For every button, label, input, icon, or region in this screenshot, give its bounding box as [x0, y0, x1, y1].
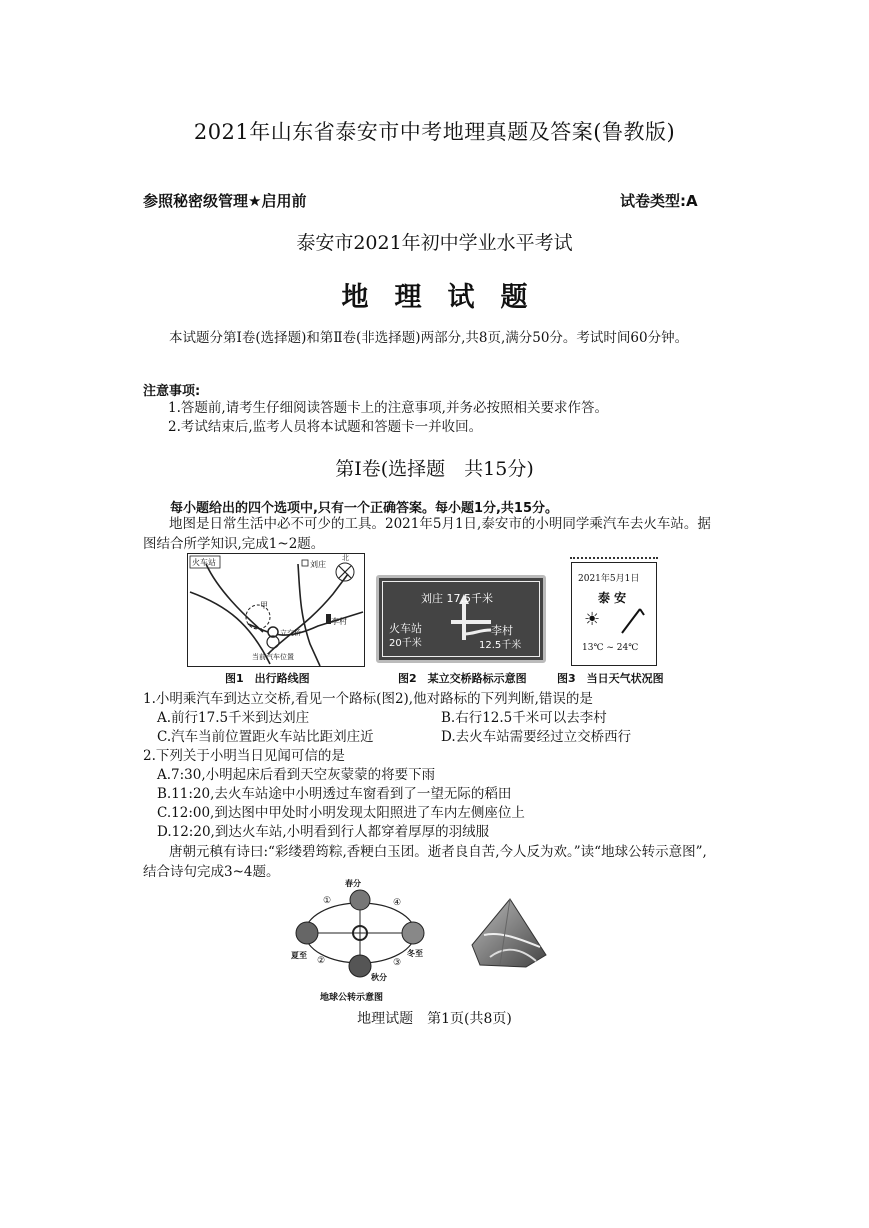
calendar-binding: [570, 557, 658, 563]
question-2-stem: 2.下列关于小明当日见闻可信的是: [143, 748, 345, 764]
secret-level-label: 参照秘密级管理★启用前: [143, 192, 307, 210]
earth-orbit-graphic: [285, 878, 435, 988]
intro-paragraph: 本试题分第Ⅰ卷(选择题)和第Ⅱ卷(非选择题)两部分,共8页,满分50分。考试时间60分钟。: [169, 330, 689, 346]
map-label-position: 当前汽车位置: [252, 653, 294, 661]
road-sign-figure: [376, 575, 546, 663]
figure-1-caption: 图1 出行路线图: [225, 672, 310, 685]
page-footer: 地理试题 第1页(共8页): [357, 1011, 512, 1027]
earth-revolution-figure: [285, 878, 435, 988]
question-1-stem: 1.小明乘汽车到达立交桥,看见一个路标(图2),他对路标的下列判断,错误的是: [143, 691, 593, 707]
subject-title: 地理试题: [341, 282, 554, 313]
question-2-option-a: A.7:30,小明起床后看到天空灰蒙蒙的将要下雨: [157, 767, 436, 783]
zongzi-photo: [470, 895, 550, 970]
map-label-north: 北: [342, 554, 349, 562]
question-1-option-d: D.去火车站需要经过立交桥西行: [441, 729, 632, 745]
sign-left-distance: 20千米: [389, 638, 422, 649]
sign-top-text: 刘庄 17.5千米: [421, 592, 493, 605]
orbit-number-2: ②: [317, 956, 326, 966]
weather-city: 泰 安: [598, 591, 627, 605]
question-1-option-c: C.汽车当前位置距火车站比距刘庄近: [157, 729, 374, 745]
part-title: 第Ⅰ卷(选择题 共15分): [335, 458, 534, 480]
question-1-option-b: B.右行12.5千米可以去李村: [441, 710, 607, 726]
orbit-number-1: ①: [323, 896, 332, 906]
wind-icon: [616, 605, 646, 635]
orbit-number-4: ④: [393, 898, 402, 908]
scoring-rule: 每小题给出的四个选项中,只有一个正确答案。每小题1分,共15分。: [170, 501, 559, 516]
orbit-label-autumn: 秋分: [371, 972, 387, 982]
weather-figure: [571, 562, 657, 666]
sign-right-name: 李村: [491, 624, 513, 637]
figure-3-caption: 图3 当日天气状况图: [557, 672, 664, 685]
paper-type-label: 试卷类型:A: [620, 192, 698, 210]
map-label-jia: 甲: [260, 601, 268, 610]
figure-4-caption: 地球公转示意图: [320, 993, 384, 1003]
sun-icon: ☀: [584, 609, 601, 630]
orbit-number-3: ③: [393, 958, 402, 968]
map-label-licun: 李村: [331, 617, 347, 626]
weather-date: 2021年5月1日: [578, 574, 640, 584]
sign-left-name: 火车站: [389, 622, 422, 635]
notice-item: 1.答题前,请考生仔细阅读答题卡上的注意事项,并务必按照相关要求作答。: [168, 400, 608, 416]
map-label-bridge: 立交桥: [280, 629, 301, 637]
notice-heading: 注意事项:: [143, 384, 201, 399]
notice-item: 2.考试结束后,监考人员将本试题和答题卡一并收回。: [168, 419, 483, 435]
zongzi-image: [470, 895, 550, 970]
route-map-graphic: [188, 554, 364, 666]
route-map-figure: [187, 553, 365, 667]
map-label-liuzhuang: 刘庄: [310, 560, 326, 569]
orbit-label-spring: 春分: [345, 878, 361, 888]
exam-name: 泰安市2021年初中学业水平考试: [296, 232, 573, 254]
question-2-option-d: D.12:20,到达火车站,小明看到行人都穿着厚厚的羽绒服: [157, 824, 490, 840]
map-label-station: 火车站: [192, 558, 216, 567]
context-paragraph-1: 地图是日常生活中必不可少的工具。2021年5月1日,泰安市的小明同学乘汽车去火车站。据图结合所学知识,完成1~2题。: [143, 516, 711, 552]
question-1-option-a: A.前行17.5千米到达刘庄: [157, 710, 310, 726]
sign-right-distance: 12.5千米: [479, 640, 522, 651]
orbit-label-summer: 夏至: [291, 950, 307, 960]
question-2-option-b: B.11:20,去火车站途中小明透过车窗看到了一望无际的稻田: [157, 786, 512, 802]
document-title: 2021年山东省泰安市中考地理真题及答案(鲁教版): [193, 120, 676, 144]
figure-2-caption: 图2 某立交桥路标示意图: [398, 672, 527, 685]
orbit-label-winter: 冬至: [407, 948, 423, 958]
question-2-option-c: C.12:00,到达图中甲处时小明发现太阳照进了车内左侧座位上: [157, 805, 525, 821]
weather-temperature: 13℃ ~ 24℃: [582, 643, 639, 653]
context-paragraph-2: 唐朝元稹有诗曰:“彩缕碧筠粽,香粳白玉团。逝者良自苦,今人反为欢。”读“地球公转示意图”,结合诗句完成3~4题。: [143, 844, 707, 880]
